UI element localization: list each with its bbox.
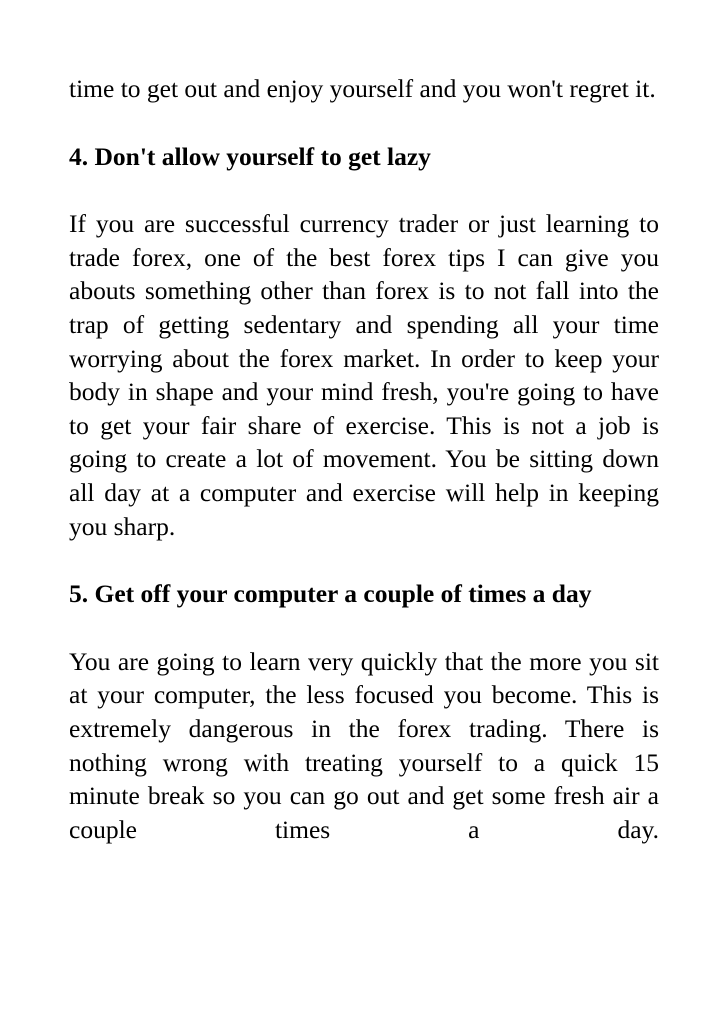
section-heading-4: 4. Don't allow yourself to get lazy xyxy=(69,141,431,171)
spacer xyxy=(69,106,659,140)
section-heading-5: 5. Get off your computer a couple of times a day xyxy=(69,579,592,609)
paragraph-continuation: time to get out and enjoy yourself and you won't regret it. xyxy=(69,74,656,103)
spacer xyxy=(69,173,659,207)
spacer xyxy=(69,543,659,577)
document-page xyxy=(69,72,659,846)
paragraph-section-5: You are going to learn very quickly that the more you sit at your computer, the less focused you become. This is extremely dangerous in the forex trading. There is nothing wrong with treating yourself to a quick 15 minute break so you can go out and get some fresh air a couple times a day. xyxy=(69,646,659,844)
spacer xyxy=(69,611,659,645)
paragraph-section-4: If you are successful currency trader or just learning to trade forex, one of the best forex tips I can give you abouts something other than forex is to not fall into the trap of getting sedentary and spending all your time worrying about the forex market. In order to keep your body in shape and your mind fresh, you're going to have to get your fair share of exercise. This is not a job is going to create a lot of movement. You be sitting down all day at a computer and exercise will help in keeping you sharp. xyxy=(69,209,659,541)
